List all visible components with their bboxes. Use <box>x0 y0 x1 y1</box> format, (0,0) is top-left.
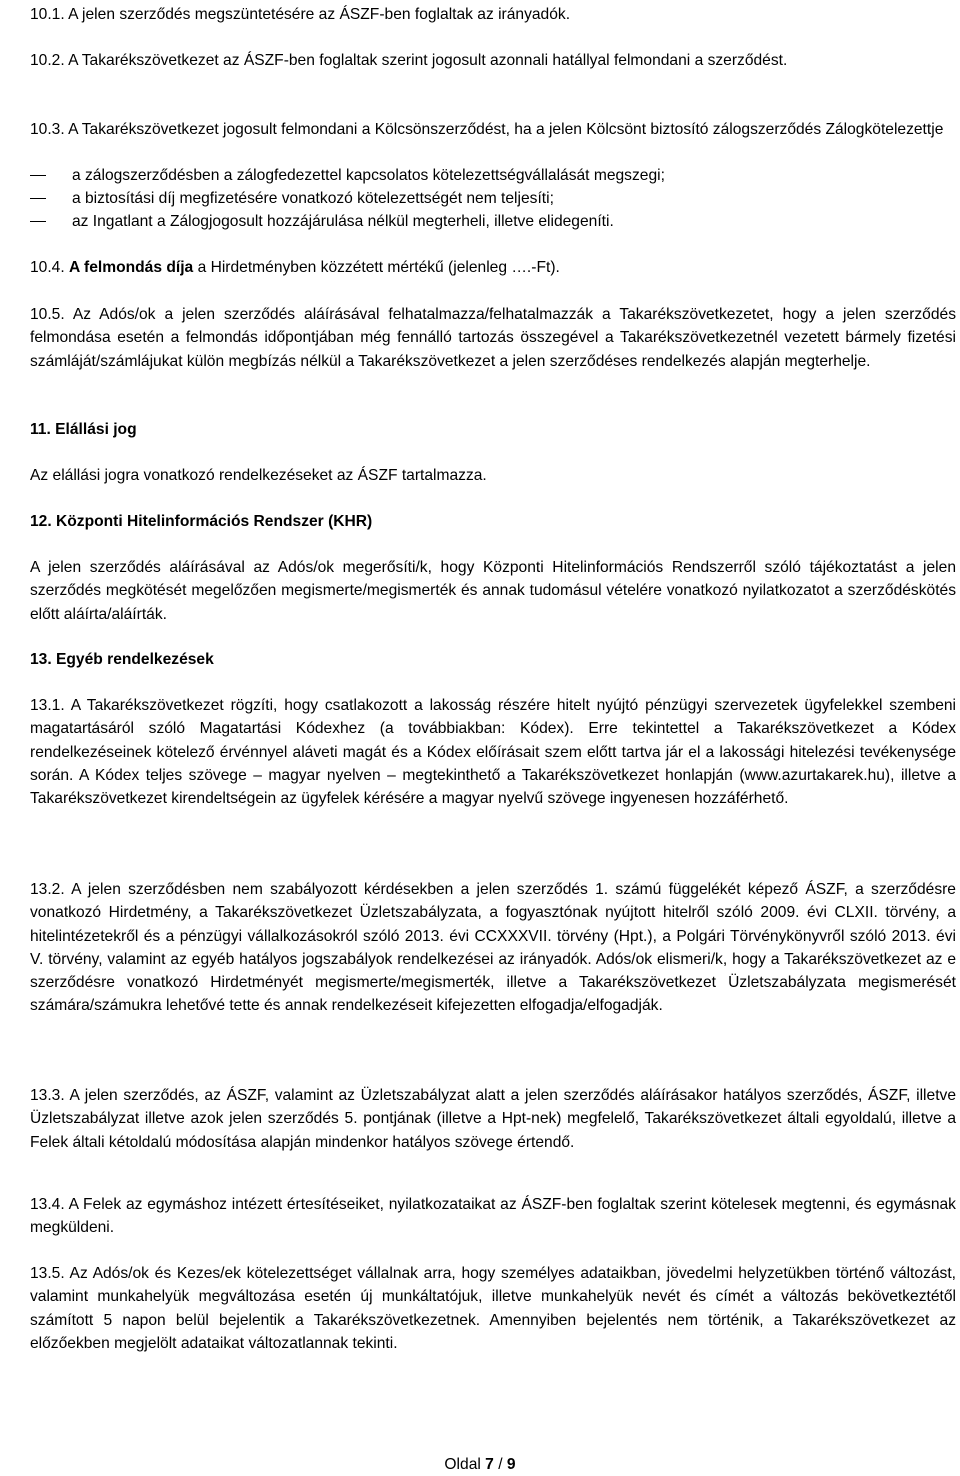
paragraph-text: Az Adós/ok és Kezes/ek kötelezettséget vállalnak arra, hogy személyes adataikban, jövedelmi helyzetükben történő változást, valamint munkahelyük megváltozása esetén új munkáltatójuk, illetve munkahelyük nevét és címét a változás bekövetkeztétől számított 5 napon belül bejelentik a Takarékszövetkezetnek. Amennyiben bejelentés nem történik, a Takarékszövetkezet az előzőekben megjelölt adataikat változatlannak tekinti. <box>30 1265 956 1352</box>
paragraph-text: A Felek az egymáshoz intézett értesítéseiket, nyilatkozataikat az ÁSZF-ben foglaltak szerint kötelesek megtenni, és egymásnak megküldeni. <box>30 1196 956 1237</box>
paragraph-text: A jelen szerződés megszüntetésére az ÁSZF-ben foglaltak az irányadók. <box>68 6 571 23</box>
paragraph-10-4 <box>30 256 956 279</box>
paragraph-13-2 <box>30 878 956 1018</box>
paragraph-text: A Takarékszövetkezet jogosult felmondani a Kölcsönszerződést, ha a jelen Kölcsönt biztosító zálogszerződés Zálogkötelezettje <box>68 121 944 138</box>
paragraph-number: 10.1. <box>30 6 65 23</box>
paragraph-13-3 <box>30 1084 956 1154</box>
paragraph-10-5 <box>30 303 956 373</box>
page-separator: / <box>498 1456 503 1473</box>
paragraph-text: a Hirdetményben közzétett mértékű (jelenleg ….-Ft). <box>197 259 560 276</box>
paragraph-number: 13.4. <box>30 1196 65 1213</box>
paragraph-number: 10.4. <box>30 259 65 276</box>
paragraph-text: A jelen szerződés, az ÁSZF, valamint az Üzletszabályzat alatt a jelen szerződés aláírásakor hatályos szerződés, ÁSZF, illetve Üzletszabályzat illetve azok jelen szerződés 5. pontjának (illetve a Hpt-nek) megfelelő, Takarékszövetkezet általi egyoldalú, illetve a Felek általi kétoldalú módosítása alapján mindenkor hatályos szövege értendő. <box>30 1087 956 1151</box>
paragraph-number: 13.2. <box>30 881 65 898</box>
paragraph-text: A Takarékszövetkezet rögzíti, hogy csatlakozott a lakosság részére hitelt nyújtó pénzügyi szervezetek ügyfelekkel szembeni magatartásáról szóló Magatartási Kódexhez (a továbbiakban: Kódex). Erre tekintettel a Takarékszövetkezet a Kódex rendelkezéseinek kötelező érvénnyel aláveti magát és a Kódex előírásait szem előtt tartva jár el a lakossági hitelezési tevékenysége során. A Kódex teljes szövege – magyar nyelven – megtekinthető a Takarékszövetkezet honlapján (www.azurtakarek.hu), illetve a Takarékszövetkezet kirendeltségein az ügyfelek kérésére a magyar nyelvű szövege ingyenesen hozzáférhető. <box>30 697 956 808</box>
bold-term: A felmondás díja <box>69 259 194 276</box>
paragraph-number: 10.3. <box>30 121 65 138</box>
footer-label: Oldal <box>444 1456 481 1473</box>
section-heading-12: 12. Központi Hitelinformációs Rendszer (KHR) <box>30 513 373 530</box>
paragraph-12: A jelen szerződés aláírásával az Adós/ok megerősíti/k, hogy Központi Hitelinformációs Rendszerről szóló tájékoztatást a jelen szerződés megkötését megelőzően megismerte/megismerték és annak tudomásul vételére vonatkozó nyilatkozatot a szerződéskötés előtt aláírta/aláírták. <box>30 559 956 623</box>
paragraph-13-4 <box>30 1193 956 1240</box>
paragraph-text: A Takarékszövetkezet az ÁSZF-ben foglaltak szerint jogosult azonnali hatállyal felmondani a szerződést. <box>68 52 788 69</box>
paragraph-text: Az Adós/ok a jelen szerződés aláírásával felhatalmazza/felhatalmazzák a Takarékszövetkezetet, hogy a jelen szerződés felmondása esetén a felmondás időpontjában még fennálló tartozás összegével a Takarékszövetkezetnél vezetett bármely fizetési számláját/számlájukat külön megbízás nélkül a Takarékszövetkezet a jelen szerződéses rendelkezés alapján megterhelje. <box>30 306 956 370</box>
paragraph-number: 10.5. <box>30 306 65 323</box>
paragraph-10-2 <box>30 49 956 72</box>
section-heading-11: 11. Elállási jog <box>30 421 137 438</box>
paragraph-13-1 <box>30 694 956 810</box>
paragraph-10-3 <box>30 118 956 141</box>
paragraph-number: 13.3. <box>30 1087 65 1104</box>
paragraph-text: A jelen szerződésben nem szabályozott kérdésekben a jelen szerződés 1. számú függelékét képező ÁSZF, a szerződésre vonatkozó Hirdetmény, a Takarékszövetkezet Üzletszabályzata, a fogyasztónak nyújtott hitelről szóló 2009. évi CLXII. törvény, a hitelintézetekről és a pénzügyi vállalkozásokról szóló 2013. évi CCXXXVII. törvény (Hpt.), a Polgári Törvénykönyvről szóló 2013. évi V. törvény, valamint az egyéb hatályos jogszabályok rendelkezései az irányadók. Adós/ok elismeri/k, hogy a Takarékszövetkezet az e szerződésre vonatkozó Hirdetményét megismerte/megismerték, illetve a Takarékszövetkezet Üzletszabályzata megismerését számára/számukra lehetővé tette és annak rendelkezéseit kifejezetten elfogadja/elfogadják. <box>30 881 956 1015</box>
section-heading-13: 13. Egyéb rendelkezések <box>30 651 214 668</box>
paragraph-10-1 <box>30 3 956 26</box>
paragraph-number: 10.2. <box>30 52 65 69</box>
paragraph-number: 13.1. <box>30 697 65 714</box>
current-page-number: 7 <box>485 1456 494 1473</box>
paragraph-13-5 <box>30 1262 956 1355</box>
page-footer <box>0 1453 960 1476</box>
total-page-count: 9 <box>506 1456 516 1473</box>
paragraph-11: Az elállási jogra vonatkozó rendelkezéseket az ÁSZF tartalmazza. <box>30 467 487 484</box>
paragraph-number: 13.5. <box>30 1265 65 1282</box>
